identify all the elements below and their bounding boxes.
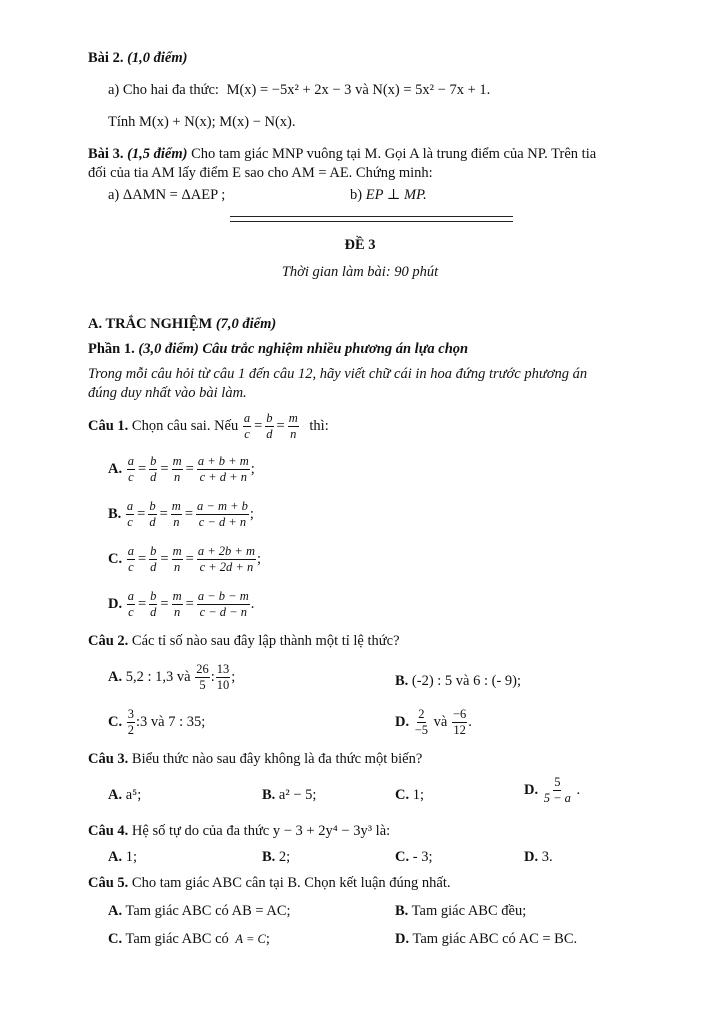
bai3-line1 [88,146,725,163]
q4-option-b[interactable]: B. 2; [262,849,291,865]
q2-stem [88,633,725,650]
bai2-part-a [108,82,725,99]
q5-option-b[interactable]: B. Tam giác ABC đều; [395,903,527,919]
q1-label: Câu 1. [88,417,129,434]
q2-option-b[interactable]: B. (-2) : 5 và 6 : (- 9); [395,673,522,689]
q4-option-d[interactable]: D. 3. [524,849,553,865]
bai3-part-b [350,187,725,204]
q3-label: Câu 3. [88,751,129,767]
q2-label: Câu 2. [88,633,129,649]
q2-option-d[interactable]: D. $\frac{2}{-5}$ và $\frac{-6}{12}$ . [395,707,472,738]
q3-option-d[interactable]: D. $\frac{5}{5 - a}$ . [524,775,581,806]
q3-option-a[interactable]: A. a⁵; [108,787,142,803]
part1-heading [88,341,725,358]
bai3-title: Bài 3. [88,146,124,162]
bai3-score: (1,5 điểm) [127,146,188,162]
bai2-m-expr: M(x) = −5x² + 2x − 3 [226,82,352,98]
bai3-text2: đối của tia AM lấy điểm E sao cho AM = AE. Chứng minh: [88,165,433,181]
q4-label: Câu 4. [88,823,129,839]
q1-option-b[interactable]: B. $\frac{a}{c}$ = $\frac{b}{d}$ = $\frac{m}{n}$ = $\frac{a - m + b}{c - d + n}$ ; [108,499,254,530]
part1-title: Phần 1. [88,341,135,357]
q1-option-c[interactable]: C. $\frac{a}{c}$ = $\frac{b}{d}$ = $\frac{m}{n}$ = $\frac{a + 2b + m}{c + 2d + n}$ ; [108,544,262,575]
q5-label: Câu 5. [88,875,129,891]
q1-option-d[interactable]: D. $\frac{a}{c}$ = $\frac{b}{d}$ = $\frac{m}{n}$ = $\frac{a - b - m}{c - d - n}$ . [108,589,255,620]
bai3-part-b-label: b) [350,187,363,203]
q4-stem [88,823,725,840]
q4-text: Hệ số tự do của đa thức y − 3 + 2y⁴ − 3y³ là: [131,823,391,839]
bai2-score: (1,0 điểm) [127,50,188,66]
q4-option-c[interactable]: C. - 3; [395,849,433,865]
section-a-heading [88,316,725,333]
bai3-text1: Cho tam giác MNP vuông tại M. Gọi A là trung điểm của NP. Trên tia [191,146,597,162]
q1-text: Chọn câu sai. Nếu [131,417,239,434]
bai3-part-a: a) ΔAMN = ΔAEP ; [108,187,226,203]
q1-stem: Câu 1. Chọn câu sai. Nếu $\frac{a}{c}$ = $\frac{b}{d}$ = $\frac{m}{n}$ thì: [88,411,329,442]
q4-option-a[interactable]: A. 1; [108,849,138,865]
section-a-title: A. TRẮC NGHIỆM [88,316,213,332]
q5-c-math: A = C [235,932,266,946]
bai2-heading [88,50,725,67]
q5-text: Cho tam giác ABC cân tại B. Chọn kết luận đúng nhất. [131,875,451,891]
q5-option-d[interactable]: D. Tam giác ABC có AC = BC. [395,931,578,947]
part1-instr1: Trong mỗi câu hỏi từ câu 1 đến câu 12, hãy viết chữ cái in hoa đứng trước phương án [88,366,588,382]
bai2-title: Bài 2. [88,50,124,66]
part1-desc: (3,0 điểm) Câu trắc nghiệm nhiều phương án lựa chọn [138,341,469,357]
bai2-compute: Tính M(x) + N(x); M(x) − N(x). [108,114,296,130]
bai2-n-expr: N(x) = 5x² − 7x + 1. [372,82,491,98]
q5-option-c[interactable]: C. Tam giác ABC có A = C; [108,931,270,947]
q3-stem [88,751,725,768]
double-divider [230,216,513,222]
bai3-part-b-text: EP ⊥ MP. [365,187,427,203]
de-title: ĐỀ 3 [344,237,376,253]
q2-option-a[interactable]: A. 5,2 : 1,3 và $\frac{26}{5}$ : $\frac{13}{10}$ ; [108,662,236,693]
q3-option-b[interactable]: B. a² − 5; [262,787,317,803]
q5-stem [88,875,725,892]
bai2-a-prefix: a) Cho hai đa thức: [108,82,219,98]
q2-option-c[interactable]: C. $\frac{3}{2}$ :3 và 7 : 35; [108,707,206,738]
bai2-and: và [355,82,369,98]
q3-option-c[interactable]: C. 1; [395,787,425,803]
q5-option-a[interactable]: A. Tam giác ABC có AB = AC; [108,903,291,919]
q1-option-a[interactable]: A. $\frac{a}{c}$ = $\frac{b}{d}$ = $\frac{m}{n}$ = $\frac{a + b + m}{c + d + n}$ ; [108,454,255,485]
part1-instr2: đúng duy nhất vào bài làm. [88,385,247,401]
section-a-score: (7,0 điểm) [215,316,277,332]
de-time: Thời gian làm bài: 90 phút [281,264,439,280]
q3-text: Biểu thức nào sau đây không là đa thức một biến? [131,751,423,767]
q2-text: Các tỉ số nào sau đây lập thành một tỉ lệ thức? [131,633,400,649]
q1-then: thì: [309,417,329,434]
